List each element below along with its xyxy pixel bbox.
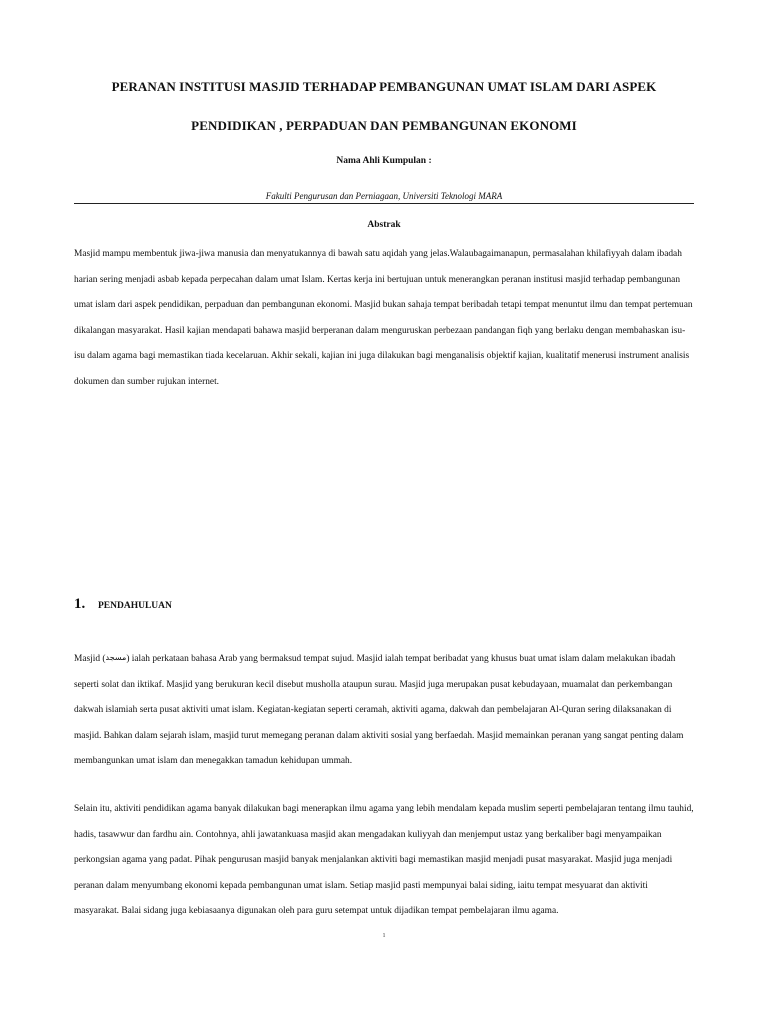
paper-title-line-1: PERANAN INSTITUSI MASJID TERHADAP PEMBANGUNAN UMAT ISLAM DARI ASPEK [111,79,657,94]
section-number: 1. [74,596,86,612]
affiliation: Fakulti Pengurusan dan Perniagaan, Universiti Teknologi MARA [265,191,503,201]
section-heading-pendahuluan [74,596,172,613]
affiliation-divider [74,203,694,204]
abstract-body: Masjid mampu membentuk jiwa-jiwa manusia dan menyatukannya di bawah satu aqidah yang jelas.Walaubagaimanapun, permasalahan khilafiyyah dalam ibadah harian sering menjadi asbab kepada perpecahan dalam umat Islam. Kertas kerja ini bertujuan untuk menerangkan peranan institusi masjid terhadap pembangunan umat islam dari aspek pendidikan, perpaduan dan pembangunan ekonomi. Masjid bukan sahaja tempat beribadah tetapi tempat menuntut ilmu dan tempat pertemuan dikalangan masyarakat. Hasil kajian mendapati bahawa masjid berperanan dalam menguruskan perbezaan pandangan fiqh yang berlaku dengan membahaskan isu-isu dalam agama bagi memastikan tiada kecelaruan. Akhir sekali, kajian ini juga dilakukan bagi menganalisis objektif kajian, kualitatif menerusi instrument analisis dokumen dan sumber rujukan internet. [74,249,693,387]
intro-paragraph-1 [74,646,694,775]
intro-paragraph-2: Selain itu, aktiviti pendidikan agama banyak dilakukan bagi menerapkan ilmu agama yang lebih mendalam kepada muslim seperti pembelajaran tentang ilmu tauhid, hadis, tasawwur dan fardhu ain. Contohnya, ahli jawatankuasa masjid akan mengadakan kuliyyah dan menjemput ustaz yang berkaliber bagi menyampaikan perkongsian agama yang padat. Pihak pengurusan masjid banyak menjalankan aktiviti bagi memastikan masjid menjadi pusat masyarakat. Masjid juga menjadi peranan dalam menyumbang ekonomi kepada pembangunan umat islam. Setiap masjid pasti mempunyai balai siding, iaitu tempat mesyuarat dan aktiviti masyarakat. Balai sidang juga kebiasaanya digunakan oleh para guru setempat untuk dijadikan tempat pembelajaran ilmu agama. [74,804,694,916]
arabic-word-masjid: مسجد [105,653,127,662]
abstract-heading: Abstrak [367,220,401,230]
authors-label: Nama Ahli Kumpulan : [336,156,432,166]
paper-title-line-2: PENDIDIKAN , PERPADUAN DAN PEMBANGUNAN EKONOMI [191,118,577,133]
page-number: 1 [382,933,386,939]
intro-paragraph-1-lead: Masjid ( [74,654,106,664]
section-title: PENDAHULUAN [98,601,172,611]
intro-paragraph-1-rest: ) ialah perkataan bahasa Arab yang bermaksud tempat sujud. Masjid ialah tempat beribadat yang khusus buat umat islam dalam melakukan ibadah seperti solat dan iktikaf. Masjid yang berukuran kecil disebut musholla ataupun surau. Masjid juga merupakan pusat kebudayaan, muamalat dan perkembangan dakwah islamiah serta pusat aktiviti umat islam. Kegiatan-kegiatan seperti ceramah, aktiviti agama, dakwah dan pembelajaran Al-Quran sering dilaksanakan di masjid. Bahkan dalam sejarah islam, masjid turut memegang peranan dalam aktiviti sosial yang berfaedah. Masjid memainkan peranan yang sangat penting dalam membangunkan umat islam dan menegakkan tamadun kehidupan ummah. [74,654,684,766]
